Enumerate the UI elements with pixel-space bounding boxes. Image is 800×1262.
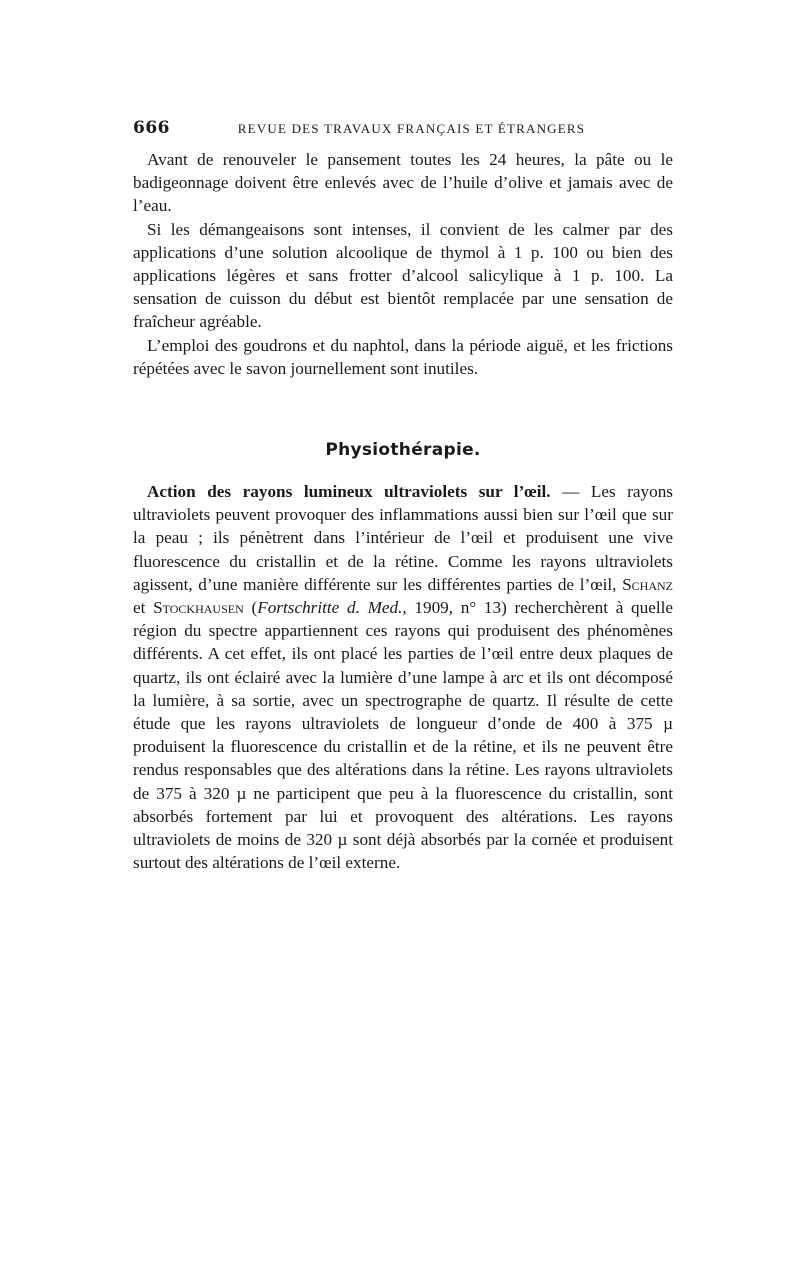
citation-journal: Fortschritte d. Med. [257, 598, 403, 618]
running-head: REVUE DES TRAVAUX FRANÇAIS ET ÉTRANGERS [237, 121, 586, 136]
author-connector: et [133, 598, 154, 618]
body-text-1: — Les rayons ultraviolets peuvent provoquer des inflammations aussi bien sur l’œil que sur la peau ; ils pénètrent dans l’intérieur de l’œil et produisent une vive fluorescence du cristallin et de la rétine. Comme les rayons ultraviolets agissent, d’une manière différente sur les différentes parties de l’œil, [133, 482, 673, 594]
author-stockhausen: Stockhausen [153, 598, 244, 618]
run-in-title: Action des rayons lumineux ultraviolets sur l’œil. [147, 482, 551, 502]
paragraph-ultraviolet [133, 480, 673, 874]
page-number: 666 [133, 118, 170, 138]
document-page [133, 118, 673, 874]
body-text-2: recherchèrent à quelle région du spectre appartiennent ces rayons qui produisent des phénomènes différents. A cet effet, ils ont placé les parties de l’œil entre deux plaques de quartz, ils ont éclairé avec la lumière d’une lampe à arc et ils ont décomposé la lumière, à sa sortie, avec un spectrographe de quartz. Il résulte de cette étude que les rayons ultraviolets de longueur d’onde de 400 à 375 µ produisent la fluorescence du cristallin et de la rétine, et ils ne peuvent être rendus responsables que des altérations dans la rétine. Les rayons ultraviolets de 375 à 320 µ ne participent que peu à la fluorescence du cristallin, sont absorbés fortement par lui et provoquent des altérations. Les rayons ultraviolets de moins de 320 µ sont déjà absorbés par la cornée et produisent surtout des altérations de l’œil externe. [133, 598, 674, 873]
section-title: Physiothérapie. [325, 440, 481, 461]
page-header [133, 118, 673, 140]
citation-open: ( [243, 598, 258, 618]
author-schanz: Schanz [622, 574, 673, 594]
citation-rest: , 1909, n° 13) [402, 598, 507, 618]
paragraph-itching: Si les démangeaisons sont intenses, il convient de les calmer par des applications d’une solution alcoolique de thymol à 1 p. 100 ou bien des applications légères et sans frotter d’alcool salicylique à 1 p. 100. La sensation de cuisson du début est bientôt remplacée par une sensation de fraîcheur agréable. [133, 219, 673, 332]
paragraph-dressing: Avant de renouveler le pansement toutes les 24 heures, la pâte ou le badigeonnage doivent être enlevés avec de l’huile d’olive et jamais avec de l’eau. [133, 150, 673, 216]
paragraph-tars: L’emploi des goudrons et du naphtol, dans la période aiguë, et les frictions répétées avec le savon journellement sont inutiles. [133, 335, 673, 378]
